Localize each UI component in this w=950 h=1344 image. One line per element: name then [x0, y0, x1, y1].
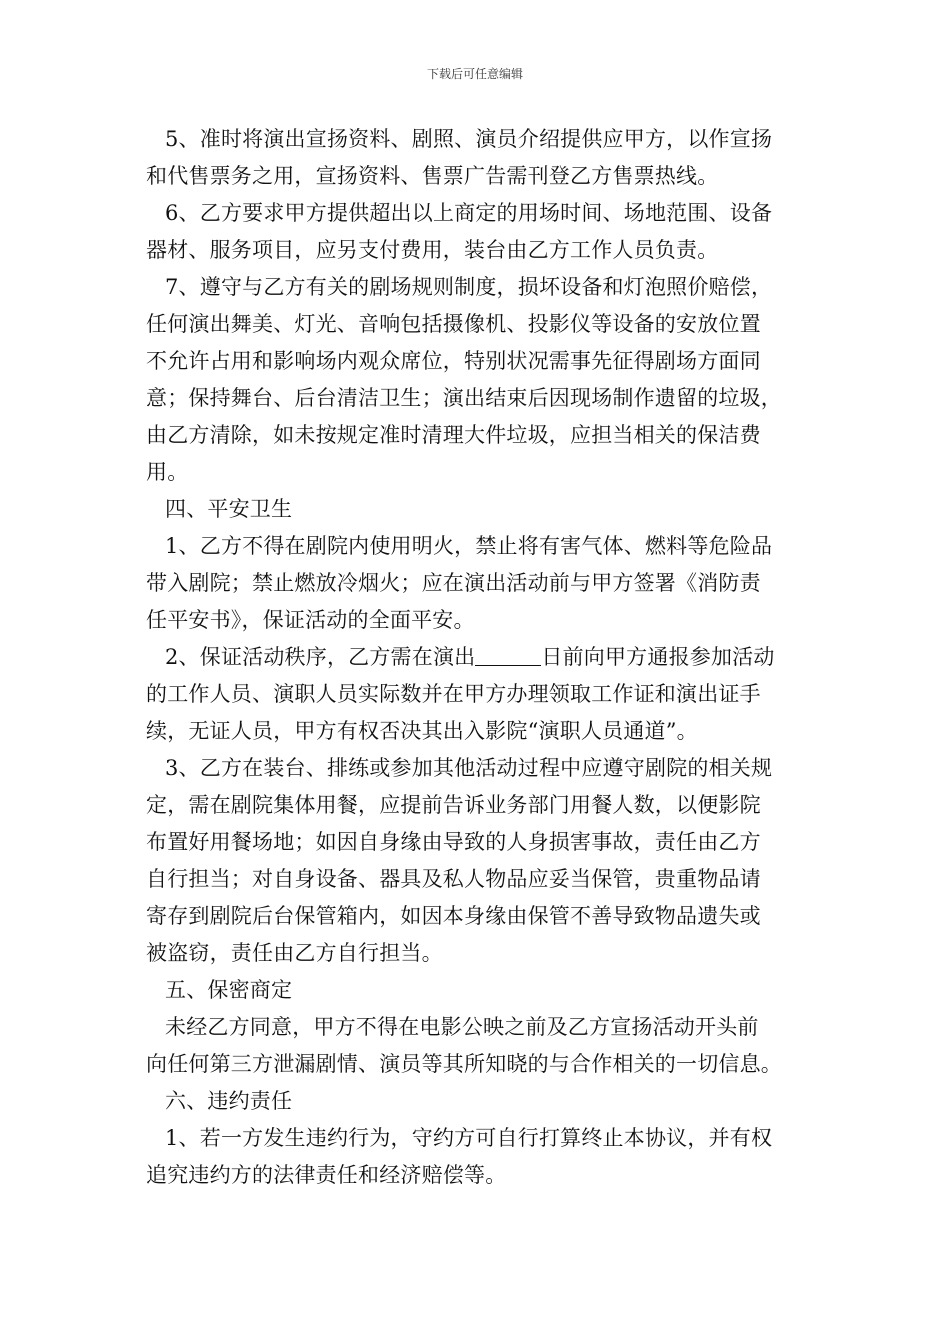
paragraph-line: 器材、服务项目，应另支付费用，装台由乙方工作人员负责。 — [146, 238, 719, 262]
paragraph-line: 任平安书》，保证活动的全面平安。 — [146, 608, 475, 632]
paragraph-line: 被盗窃，责任由乙方自行担当。 — [146, 941, 443, 965]
paragraph-line: 追究违约方的法律责任和经济赔偿等。 — [146, 1163, 507, 1187]
paragraph-line: 1、乙方不得在剧院内使用明火，禁止将有害气体、燃料等危险品 — [165, 534, 773, 558]
paragraph-line: 任何演出舞美、灯光、音响包括摄像机、投影仪等设备的安放位置 — [146, 312, 761, 336]
paragraph-line: 自行担当；对自身设备、器具及私人物品应妥当保管，贵重物品请 — [146, 867, 761, 891]
document-body — [146, 121, 814, 1194]
paragraph-line: 布置好用餐场地；如因自身缘由导致的人身损害事故，责任由乙方 — [146, 830, 761, 854]
paragraph-line: 未经乙方同意，甲方不得在电影公映之前及乙方宣扬活动开头前 — [165, 1015, 759, 1039]
paragraph-line: 的工作人员、演职人员实际数并在甲方办理领取工作证和演出证手 — [146, 682, 761, 706]
paragraph-line: 带入剧院；禁止燃放冷烟火；应在演出活动前与甲方签署《消防责 — [146, 571, 761, 595]
paragraph-line: 寄存到剧院后台保管箱内，如因本身缘由保管不善导致物品遗失或 — [146, 904, 761, 928]
paragraph-line: 和代售票务之用，宣扬资料、售票广告需刊登乙方售票热线。 — [146, 164, 719, 188]
section-heading: 六、违约责任 — [165, 1089, 293, 1113]
paragraph-line: 定，需在剧院集体用餐，应提前告诉业务部门用餐人数，以便影院 — [146, 793, 761, 817]
paragraph-line: 6、乙方要求甲方提供超出以上商定的用场时间、场地范围、设备 — [165, 201, 773, 225]
paragraph-line: 向任何第三方泄漏剧情、演员等其所知晓的与合作相关的一切信息。 — [146, 1052, 782, 1076]
paragraph-line: 5、准时将演出宣扬资料、剧照、演员介绍提供应甲方，以作宣扬 — [165, 127, 773, 151]
paragraph-line: 7、遵守与乙方有关的剧场规则制度，损坏设备和灯泡照价赔偿， — [165, 275, 773, 299]
paragraph-line: 1、若一方发生违约行为，守约方可自行打算终止本协议，并有权 — [165, 1126, 773, 1150]
paragraph-line: 由乙方清除，如未按规定准时清理大件垃圾，应担当相关的保洁费 — [146, 423, 761, 447]
section-heading: 五、保密商定 — [165, 978, 293, 1002]
paragraph-line: 意；保持舞台、后台清洁卫生；演出结束后因现场制作遗留的垃圾， — [146, 386, 782, 410]
paragraph-line-with-blank — [146, 639, 814, 676]
page-header-note: 下载后可任意编辑 — [426, 67, 523, 81]
fill-in-blank — [475, 641, 541, 666]
line-text-after-blank: 日前向甲方通报参加活动 — [541, 645, 775, 669]
section-heading: 四、平安卫生 — [165, 497, 293, 521]
paragraph-line: 用。 — [146, 460, 189, 484]
paragraph-line: 续，无证人员，甲方有权否决其出入影院“演职人员通道”。 — [146, 719, 698, 743]
paragraph-line: 不允许占用和影响场内观众席位，特别状况需事先征得剧场方面同 — [146, 349, 761, 373]
paragraph-line: 3、乙方在装台、排练或参加其他活动过程中应遵守剧院的相关规 — [165, 756, 773, 780]
line-text-before-blank: 2、保证活动秩序，乙方需在演出 — [165, 645, 476, 669]
